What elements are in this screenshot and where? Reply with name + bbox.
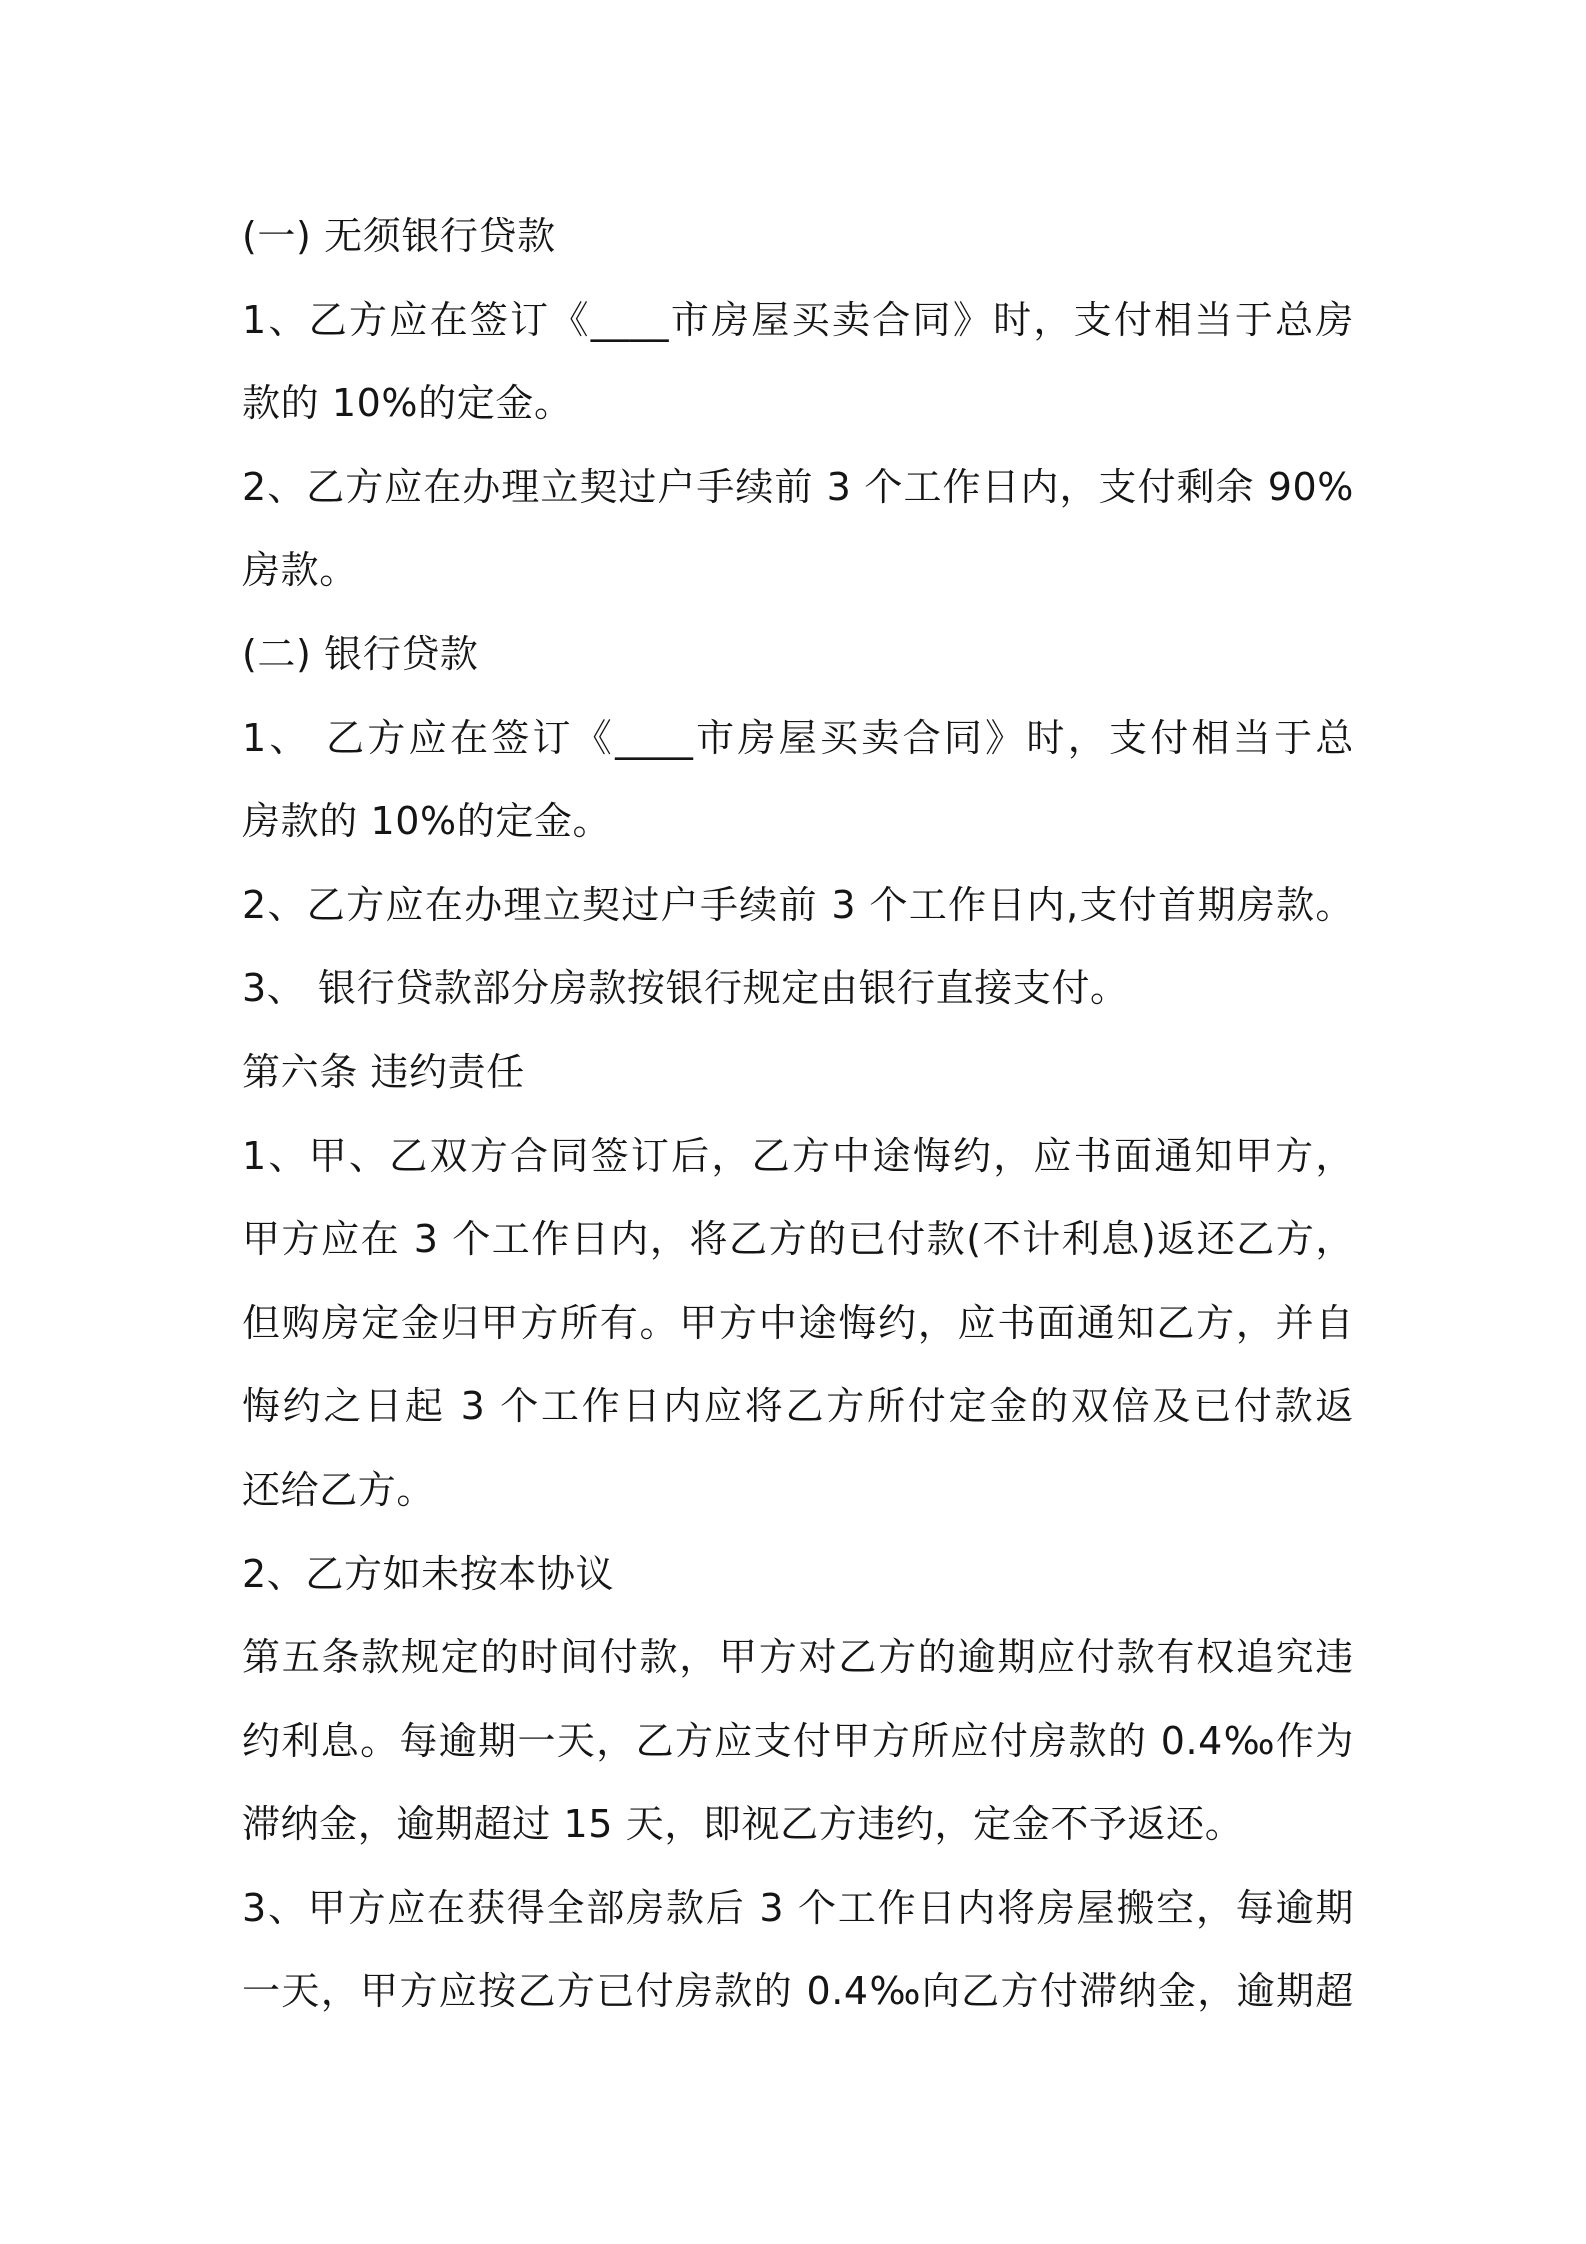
text-line-1: (一) 无须银行贷款 <box>242 214 556 258</box>
text-line-10: 3、 银行贷款部分房款按银行规定由银行直接支付。 <box>242 966 1129 1011</box>
text-line-3: 款的 10%的定金。 <box>242 381 573 426</box>
text-line-22: 一天，甲方应按乙方已付房款的 0.4‰向乙方付滞纳金，逾期超 <box>242 1969 1354 2014</box>
text-line-4: 2、乙方应在办理立契过户手续前 3 个工作日内，支付剩余 90% <box>242 464 1354 509</box>
text-line-20: 滞纳金，逾期超过 15 天，即视乙方违约，定金不予返还。 <box>242 1802 1244 1847</box>
text-line-13: 甲方应在 3 个工作日内，将乙方的已付款(不计利息)返还乙方， <box>242 1217 1354 1262</box>
text-line-11: 第六条 违约责任 <box>242 1049 525 1094</box>
document-body <box>242 195 1354 2034</box>
text-line-16: 还给乙方。 <box>242 1467 436 1512</box>
text-line-15: 悔约之日起 3 个工作日内应将乙方所付定金的双倍及已付款返 <box>242 1384 1354 1429</box>
text-line-6: (二) 银行贷款 <box>242 631 479 676</box>
text-line-9: 2、乙方应在办理立契过户手续前 3 个工作日内,支付首期房款。 <box>242 882 1354 927</box>
text-line-17: 2、乙方如未按本协议 <box>242 1551 615 1596</box>
text-line-8: 房款的 10%的定金。 <box>242 799 612 844</box>
text-line-5: 房款。 <box>242 548 358 593</box>
text-line-7: 1、 乙方应在签订《____市房屋买卖合同》时，支付相当于总 <box>242 715 1354 760</box>
text-line-18: 第五条款规定的时间付款，甲方对乙方的逾期应付款有权追究违 <box>242 1635 1354 1680</box>
text-line-12: 1、甲、乙双方合同签订后，乙方中途悔约，应书面通知甲方， <box>242 1133 1354 1178</box>
text-line-2: 1、乙方应在签订《____市房屋买卖合同》时，支付相当于总房 <box>242 297 1354 342</box>
text-line-21: 3、甲方应在获得全部房款后 3 个工作日内将房屋搬空，每逾期 <box>242 1885 1354 1930</box>
text-line-19: 约利息。每逾期一天，乙方应支付甲方所应付房款的 0.4‰作为 <box>242 1718 1354 1763</box>
text-line-14: 但购房定金归甲方所有。甲方中途悔约，应书面通知乙方，并自 <box>242 1300 1354 1345</box>
